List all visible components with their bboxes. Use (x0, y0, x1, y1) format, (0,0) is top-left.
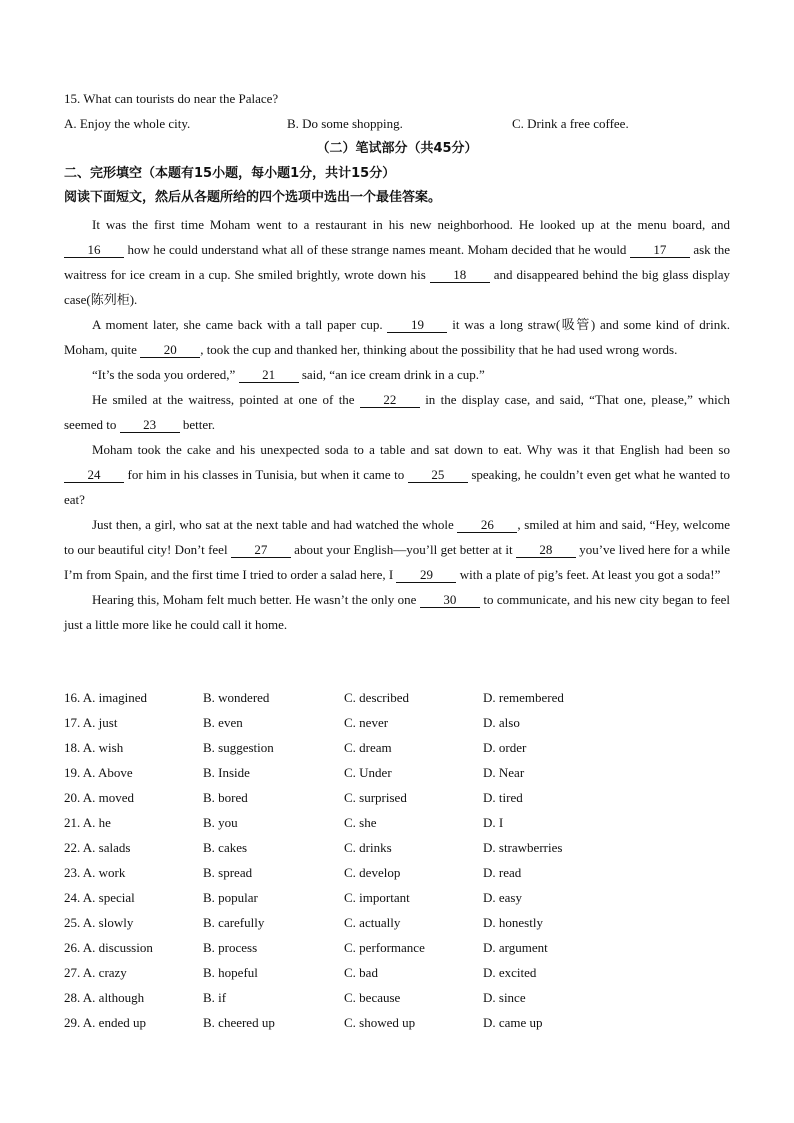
option-27-d: D. excited (483, 965, 537, 980)
paragraph-1 (64, 212, 730, 312)
option-22-b: B. cakes (203, 840, 248, 855)
paragraph-5 (64, 437, 730, 512)
passage-text: better. (179, 417, 215, 432)
blank-26: 26 (457, 517, 517, 533)
passage-text: about your English—you’ll get better at it (290, 542, 516, 557)
option-19-b: B. Inside (203, 765, 250, 780)
option-18-c: C. dream (344, 740, 392, 755)
passage-text: you’ve lived here for a while I’m from Spain, and the first time I tried to order a salad here, I (64, 542, 730, 582)
option-21-b: B. you (203, 815, 238, 830)
passage-text: with a plate of pig’s feet. At least you got a soda!” (456, 567, 721, 582)
blank-18: 18 (430, 267, 490, 283)
blank-27: 27 (231, 542, 291, 558)
option-24-d: D. easy (483, 890, 522, 905)
blank-16: 16 (64, 242, 124, 258)
option-27-c: C. bad (344, 965, 378, 980)
option-23-d: D. read (483, 865, 522, 880)
option-row-16 (64, 688, 730, 713)
blank-30: 30 (420, 592, 480, 608)
answer-options (64, 688, 730, 1038)
section-title: （二）笔试部分（共45分） (316, 141, 478, 156)
q15-option-c: C. Drink a free coffee. (512, 116, 629, 131)
blank-19: 19 (387, 317, 447, 333)
option-28-b: B. if (203, 990, 227, 1005)
option-19-d: D. Near (483, 765, 525, 780)
passage-text: how he could understand what all of these strange names meant. Moham decided that he would (124, 242, 630, 257)
option-20-a: 20. A. moved (64, 790, 135, 805)
passage-text: Moham took the cake and his unexpected soda to a table and sat down to eat. Why was it that English had been so (92, 442, 730, 457)
part-title: 二、完形填空（本题有15小题，每小题1分，共计15分） (64, 166, 396, 181)
passage-text: It was the first time Moham went to a restaurant in his new neighborhood. He looked up at the menu board, and (92, 217, 730, 232)
passage-text: ask the waitress for ice cream in a cup. She smiled brightly, wrote down his (64, 242, 730, 282)
option-20-d: D. tired (483, 790, 523, 805)
q15-option-b: B. Do some shopping. (287, 116, 403, 131)
option-18-a: 18. A. wish (64, 740, 124, 755)
option-row-23 (64, 863, 730, 888)
option-21-c: C. she (344, 815, 377, 830)
paragraph-4 (64, 387, 730, 437)
option-row-22 (64, 838, 730, 863)
passage-text: for him in his classes in Tunisia, but when it came to (124, 467, 408, 482)
option-18-d: D. order (483, 740, 527, 755)
blank-25: 25 (408, 467, 468, 483)
option-row-25 (64, 913, 730, 938)
option-row-26 (64, 938, 730, 963)
blank-23: 23 (120, 417, 180, 433)
option-19-a: 19. A. Above (64, 765, 133, 780)
option-row-27 (64, 963, 730, 988)
option-26-d: D. argument (483, 940, 548, 955)
passage-text: in the display case, and said, “That one, please,” which seemed to (64, 392, 730, 432)
option-28-a: 28. A. although (64, 990, 145, 1005)
option-row-21 (64, 813, 730, 838)
blank-28: 28 (516, 542, 576, 558)
option-22-c: C. drinks (344, 840, 392, 855)
passage-text: Just then, a girl, who sat at the next table and had watched the whole (92, 517, 458, 532)
option-row-17 (64, 713, 730, 738)
option-24-c: C. important (344, 890, 410, 905)
passage-text: said, “an ice cream drink in a cup.” (298, 367, 485, 382)
option-28-d: D. since (483, 990, 526, 1005)
option-22-d: D. strawberries (483, 840, 563, 855)
option-16-c: C. described (344, 690, 409, 705)
option-16-d: D. remembered (483, 690, 564, 705)
passage-text: A moment later, she came back with a tall paper cup. (92, 317, 388, 332)
option-26-c: C. performance (344, 940, 425, 955)
blank-21: 21 (239, 367, 299, 383)
option-18-b: B. suggestion (203, 740, 274, 755)
paragraph-3 (64, 362, 730, 387)
cloze-passage (64, 212, 730, 637)
option-25-b: B. carefully (203, 915, 265, 930)
option-20-c: C. surprised (344, 790, 407, 805)
option-row-18 (64, 738, 730, 763)
passage-text: and disappeared behind the big glass display case(陈列柜). (64, 267, 730, 307)
option-29-c: C. showed up (344, 1015, 416, 1030)
passage-text: “It’s the soda you ordered,” (92, 367, 239, 382)
option-23-a: 23. A. work (64, 865, 126, 880)
option-25-a: 25. A. slowly (64, 915, 134, 930)
blank-24: 24 (64, 467, 124, 483)
passage-text: it was a long straw(吸管) and some kind of drink. Moham, quite (64, 317, 730, 357)
blank-22: 22 (360, 392, 420, 408)
option-28-c: C. because (344, 990, 401, 1005)
option-20-b: B. bored (203, 790, 248, 805)
option-row-20 (64, 788, 730, 813)
option-29-b: B. cheered up (203, 1015, 275, 1030)
option-27-b: B. hopeful (203, 965, 258, 980)
option-row-19 (64, 763, 730, 788)
blank-20: 20 (140, 342, 200, 358)
blank-29: 29 (396, 567, 456, 583)
option-23-b: B. spread (203, 865, 253, 880)
option-17-a: 17. A. just (64, 715, 118, 730)
paragraph-6 (64, 512, 730, 587)
passage-text: He smiled at the waitress, pointed at one of the (92, 392, 360, 407)
option-26-a: 26. A. discussion (64, 940, 153, 955)
option-29-d: D. came up (483, 1015, 543, 1030)
passage-text: , smiled at him and said, “Hey, welcome to our beautiful city! Don’t feel (64, 517, 730, 557)
instruction: 阅读下面短文，然后从各题所给的四个选项中选出一个最佳答案。 (64, 190, 442, 205)
option-17-d: D. also (483, 715, 520, 730)
passage-text: to communicate, and his new city began to feel just a little more like he could call it home. (64, 592, 730, 632)
option-16-a: 16. A. imagined (64, 690, 148, 705)
option-19-c: C. Under (344, 765, 392, 780)
option-21-a: 21. A. he (64, 815, 111, 830)
option-16-b: B. wondered (203, 690, 270, 705)
passage-text: , took the cup and thanked her, thinking about the possibility that he had used wrong words. (200, 342, 678, 357)
blank-17: 17 (630, 242, 690, 258)
option-24-b: B. popular (203, 890, 258, 905)
option-25-c: C. actually (344, 915, 401, 930)
paragraph-7 (64, 587, 730, 637)
option-22-a: 22. A. salads (64, 840, 131, 855)
option-27-a: 27. A. crazy (64, 965, 127, 980)
paragraph-2 (64, 312, 730, 362)
option-17-b: B. even (203, 715, 243, 730)
q15-question: 15. What can tourists do near the Palace? (64, 91, 279, 106)
option-row-28 (64, 988, 730, 1013)
option-row-29 (64, 1013, 730, 1038)
passage-text: Hearing this, Moham felt much better. He wasn’t the only one (92, 592, 420, 607)
option-24-a: 24. A. special (64, 890, 135, 905)
q15-option-a: A. Enjoy the whole city. (64, 116, 191, 131)
option-21-d: D. I (483, 815, 504, 830)
option-23-c: C. develop (344, 865, 401, 880)
option-row-24 (64, 888, 730, 913)
passage-text: speaking, he couldn’t even get what he wanted to eat? (64, 467, 730, 507)
option-25-d: D. honestly (483, 915, 543, 930)
option-26-b: B. process (203, 940, 258, 955)
option-29-a: 29. A. ended up (64, 1015, 146, 1030)
option-17-c: C. never (344, 715, 389, 730)
